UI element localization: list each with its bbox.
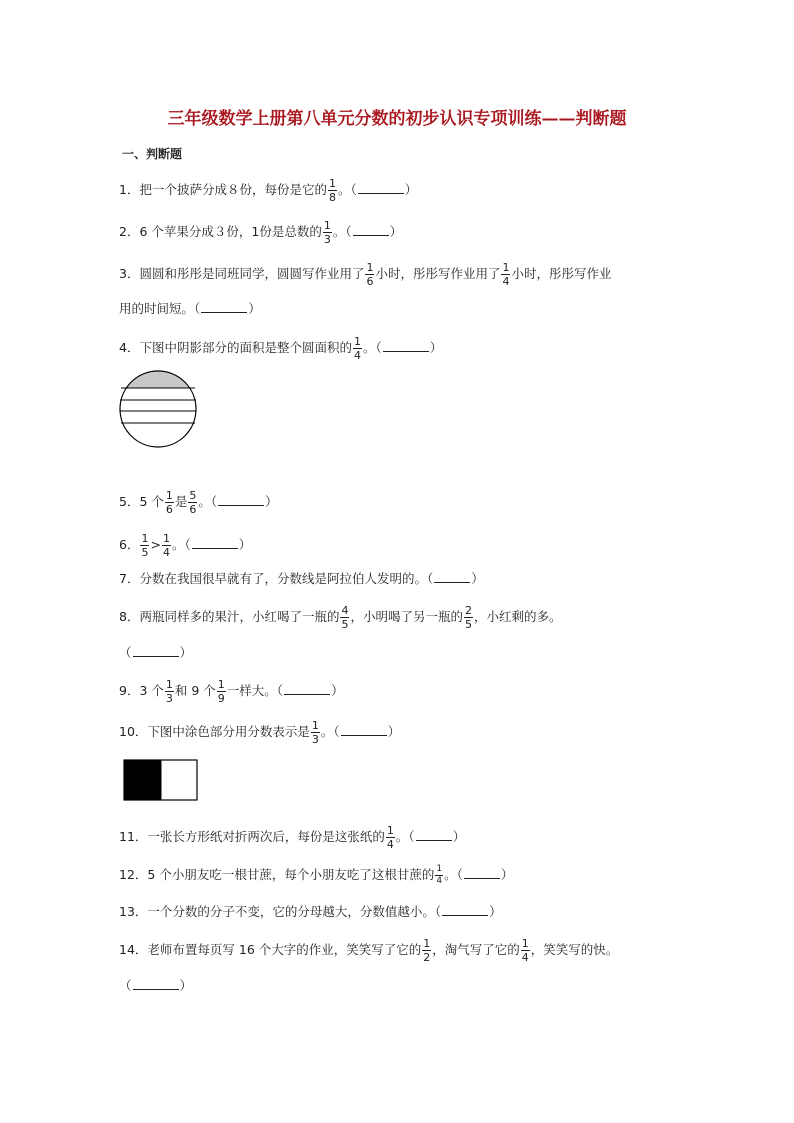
section-heading: 一、判断题	[122, 147, 183, 161]
question-13: 13．一个分数的分子不变，它的分母越大，分数值越小。（ ）	[119, 904, 502, 919]
fraction: $\frac{1}{4}$	[521, 937, 529, 964]
fraction: $\frac{1}{5}$	[141, 532, 149, 559]
question-1: 1．把一个披萨分成８份，每份是它的 $\frac{1}{8}$ 。（ ）	[119, 177, 418, 204]
fraction: $\frac{2}{5}$	[464, 604, 472, 631]
answer-blank[interactable]	[133, 644, 179, 657]
answer-blank[interactable]	[284, 682, 330, 695]
circle-figure	[118, 369, 200, 451]
shaded-part	[124, 760, 161, 800]
answer-blank[interactable]	[358, 181, 404, 194]
question-3: 3．圆圆和彤彤是同班同学，圆圆写作业用了 $\frac{1}{6}$ 小时，彤彤写作业用了 $\frac{1}{4}$ 小时，彤彤写作业	[119, 261, 612, 288]
answer-blank[interactable]	[218, 493, 264, 506]
rectangle-figure	[123, 759, 199, 803]
fraction: $\frac{1}{3}$	[165, 678, 173, 705]
answer-blank[interactable]	[341, 723, 387, 736]
fraction: $\frac{1}{2}$	[423, 937, 431, 964]
fraction: $\frac{1}{6}$	[165, 489, 173, 516]
fraction: $\frac{1}{4}$	[386, 824, 394, 851]
fraction: $\frac{1}{4}$	[502, 261, 510, 288]
fraction: $\frac{1}{8}$	[328, 177, 336, 204]
question-10: 10．下图中涂色部分用分数表示是 $\frac{1}{3}$ 。（ ）	[119, 719, 401, 746]
fraction: $\frac{1}{3}$	[311, 719, 319, 746]
fraction: $\frac{5}{6}$	[189, 489, 197, 516]
question-8: 8．两瓶同样多的果汁，小红喝了一瓶的 $\frac{4}{5}$ ，小明喝了另一瓶的 $\frac{2}{5}$ ，小红剩的多。	[119, 604, 562, 631]
question-9: 9．3 个 $\frac{1}{3}$ 和 9 个 $\frac{1}{9}$ 一样大。（ ）	[119, 678, 344, 705]
question-8-line-2: （ ）	[119, 645, 193, 660]
fraction: $\frac{1}{6}$	[366, 261, 374, 288]
question-2: 2．6 个苹果分成３份，1份是总数的 $\frac{1}{3}$ 。（ ）	[119, 219, 403, 246]
fraction: $\frac{1}{4}$	[436, 864, 443, 886]
question-12: 12．5 个小朋友吃一根甘蔗，每个小朋友吃了这根甘蔗的 $\frac{1}{4}$ 。（ ）	[119, 864, 514, 886]
page-title: 三年级数学上册第八单元分数的初步认识专项训练——判断题	[167, 109, 627, 129]
question-4: 4．下图中阴影部分的面积是整个圆面积的 $\frac{1}{4}$ 。（ ）	[119, 335, 443, 362]
question-6: 6． $\frac{1}{5}$ > $\frac{1}{4}$ 。（ ）	[119, 532, 252, 559]
fraction: $\frac{1}{3}$	[323, 219, 331, 246]
question-7: 7．分数在我国很早就有了，分数线是阿拉伯人发明的。（ ）	[119, 571, 484, 586]
answer-blank[interactable]	[464, 866, 500, 879]
answer-blank[interactable]	[383, 339, 429, 352]
question-5: 5．5 个 $\frac{1}{6}$ 是 $\frac{5}{6}$ 。（ ）	[119, 489, 278, 516]
fraction: $\frac{1}{4}$	[353, 335, 361, 362]
question-14: 14．老师布置每页写 16 个大字的作业，笑笑写了它的 $\frac{1}{2}$ ，淘气写了它的 $\frac{1}{4}$ ，笑笑写的快。	[119, 937, 619, 964]
answer-blank[interactable]	[133, 977, 179, 990]
answer-blank[interactable]	[201, 300, 247, 313]
answer-blank[interactable]	[434, 570, 470, 583]
answer-blank[interactable]	[192, 536, 238, 549]
fraction: $\frac{1}{4}$	[162, 532, 170, 559]
question-3-line-2: 用的时间短。（ ）	[119, 301, 261, 316]
question-14-line-2: （ ）	[119, 978, 193, 993]
fraction: $\frac{4}{5}$	[341, 604, 349, 631]
answer-blank[interactable]	[416, 828, 452, 841]
answer-blank[interactable]	[353, 223, 389, 236]
fraction: $\frac{1}{9}$	[217, 678, 225, 705]
answer-blank[interactable]	[442, 903, 488, 916]
question-11: 11．一张长方形纸对折两次后，每份是这张纸的 $\frac{1}{4}$ 。（ ）	[119, 824, 466, 851]
